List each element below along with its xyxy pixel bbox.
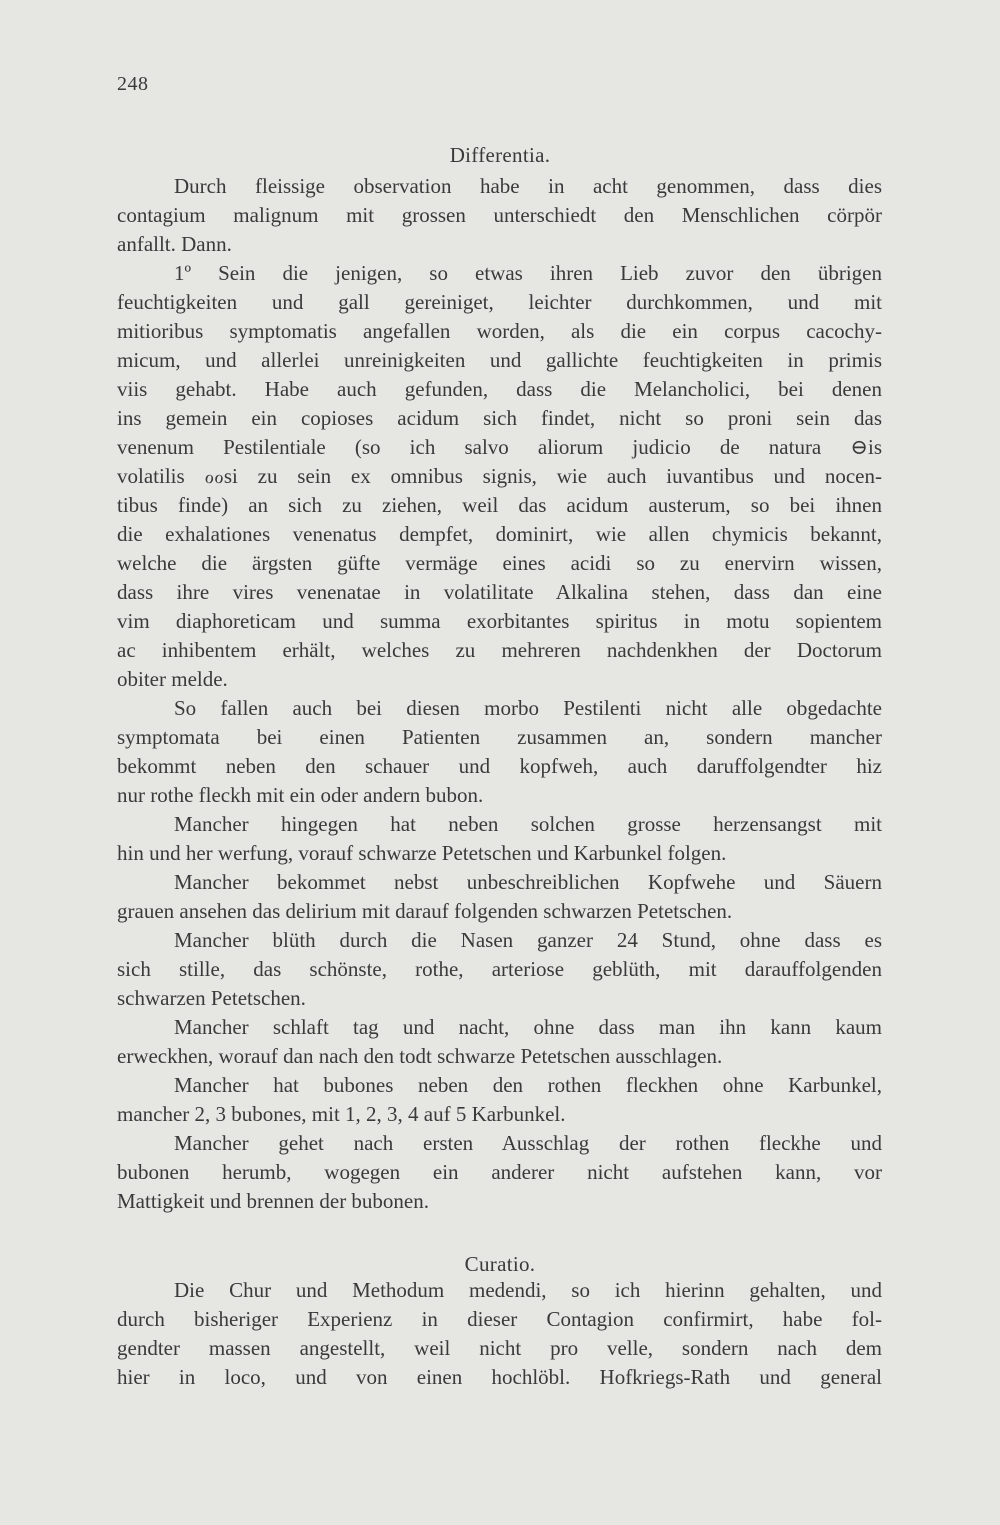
text-line: nur rothe fleckh mit ein oder andern bubon. [117,783,484,807]
text-line: Mattigkeit und brennen der bubonen. [117,1189,430,1213]
text-line: symptomata bei einen Patienten zusammen an, sondern mancher [117,725,882,749]
text-line: venenum Pestilentiale (so ich salvo aliorum judicio de natura ⊖is [117,435,882,459]
text-line: erweckhen, worauf dan nach den todt schwarze Petetschen ausschlagen. [117,1044,723,1068]
body-text-curatio [117,1276,882,1392]
page-number: 248 [117,73,149,95]
text-line: micum, und allerlei unreinigkeiten und gallichte feuchtigkeiten in primis [117,348,882,372]
text-line: dass ihre vires venenatae in volatilitate Alkalina stehen, dass dan eine [117,580,882,604]
text-line: vim diaphoreticam und summa exorbitantes spiritus in motu sopientem [117,609,882,633]
text-line: viis gehabt. Habe auch gefunden, dass die Melancholici, bei denen [117,377,882,401]
text-line: die exhalationes venenatus dempfet, dominirt, wie allen chymicis bekannt, [117,522,882,546]
text-line: So fallen auch bei diesen morbo Pestilenti nicht alle obgedachte [174,696,882,720]
text-line: contagium malignum mit grossen unterschiedt den Menschlichen cörpör [117,203,882,227]
body-text-differentia [117,172,882,1216]
text-line: schwarzen Petetschen. [117,986,306,1010]
text-line: hin und her werfung, vorauf schwarze Petetschen und Karbunkel folgen. [117,841,727,865]
text-line: gendter massen angestellt, weil nicht pro velle, sondern nach dem [117,1336,882,1360]
text-line: Mancher gehet nach ersten Ausschlag der rothen fleckhe und [174,1131,882,1155]
text-line: bekommt neben den schauer und kopfweh, auch daruffolgendter hiz [117,754,882,778]
text-line: Mancher hingegen hat neben solchen grosse herzensangst mit [174,812,882,836]
text-line: Mancher schlaft tag und nacht, ohne dass man ihn kann kaum [174,1015,882,1039]
text-line: Mancher blüth durch die Nasen ganzer 24 Stund, ohne dass es [174,928,882,952]
text-line: Mancher hat bubones neben den rothen fleckhen ohne Karbunkel, [174,1073,882,1097]
text-line: ins gemein ein copioses acidum sich findet, nicht so proni sein das [117,406,882,430]
text-line: anfallt. Dann. [117,232,232,256]
section-heading-curatio: Curatio. [464,1252,536,1276]
text-line: durch bisheriger Experienz in dieser Contagion confirmirt, habe fol- [117,1307,882,1331]
text-line: volatilis ℴℴsi zu sein ex omnibus signis, wie auch iuvantibus und nocen- [117,464,882,488]
text-line: mancher 2, 3 bubones, mit 1, 2, 3, 4 auf 5 Karbunkel. [117,1102,566,1126]
text-line: hier in loco, und von einen hochlöbl. Hofkriegs-Rath und general [117,1365,882,1389]
text-line: Durch fleissige observation habe in acht genommen, dass dies [174,174,882,198]
text-line: welche die ärgsten güfte vermäge eines acidi so zu enervirn wissen, [117,551,882,575]
text-line: Die Chur und Methodum medendi, so ich hierinn gehalten, und [174,1278,882,1302]
text-line: grauen ansehen das delirium mit darauf folgenden schwarzen Petetschen. [117,899,733,923]
text-line: Mancher bekommet nebst unbeschreiblichen Kopfwehe und Säuern [174,870,882,894]
text-line: bubonen herumb, wogegen ein anderer nicht aufstehen kann, vor [117,1160,882,1184]
text-line: sich stille, das schönste, rothe, arteriose geblüth, mit darauffolgenden [117,957,882,981]
text-line: tibus finde) an sich zu ziehen, weil das acidum austerum, so bei ihnen [117,493,882,517]
text-line: 1º Sein die jenigen, so etwas ihren Lieb zuvor den übrigen [174,261,882,285]
text-line: ac inhibentem erhält, welches zu mehreren nachdenkhen der Doctorum [117,638,882,662]
text-line: mitioribus symptomatis angefallen worden, als die ein corpus cacochy- [117,319,882,343]
text-line: feuchtigkeiten und gall gereiniget, leichter durchkommen, und mit [117,290,882,314]
text-line: obiter melde. [117,667,228,691]
section-heading-differentia: Differentia. [449,143,551,167]
